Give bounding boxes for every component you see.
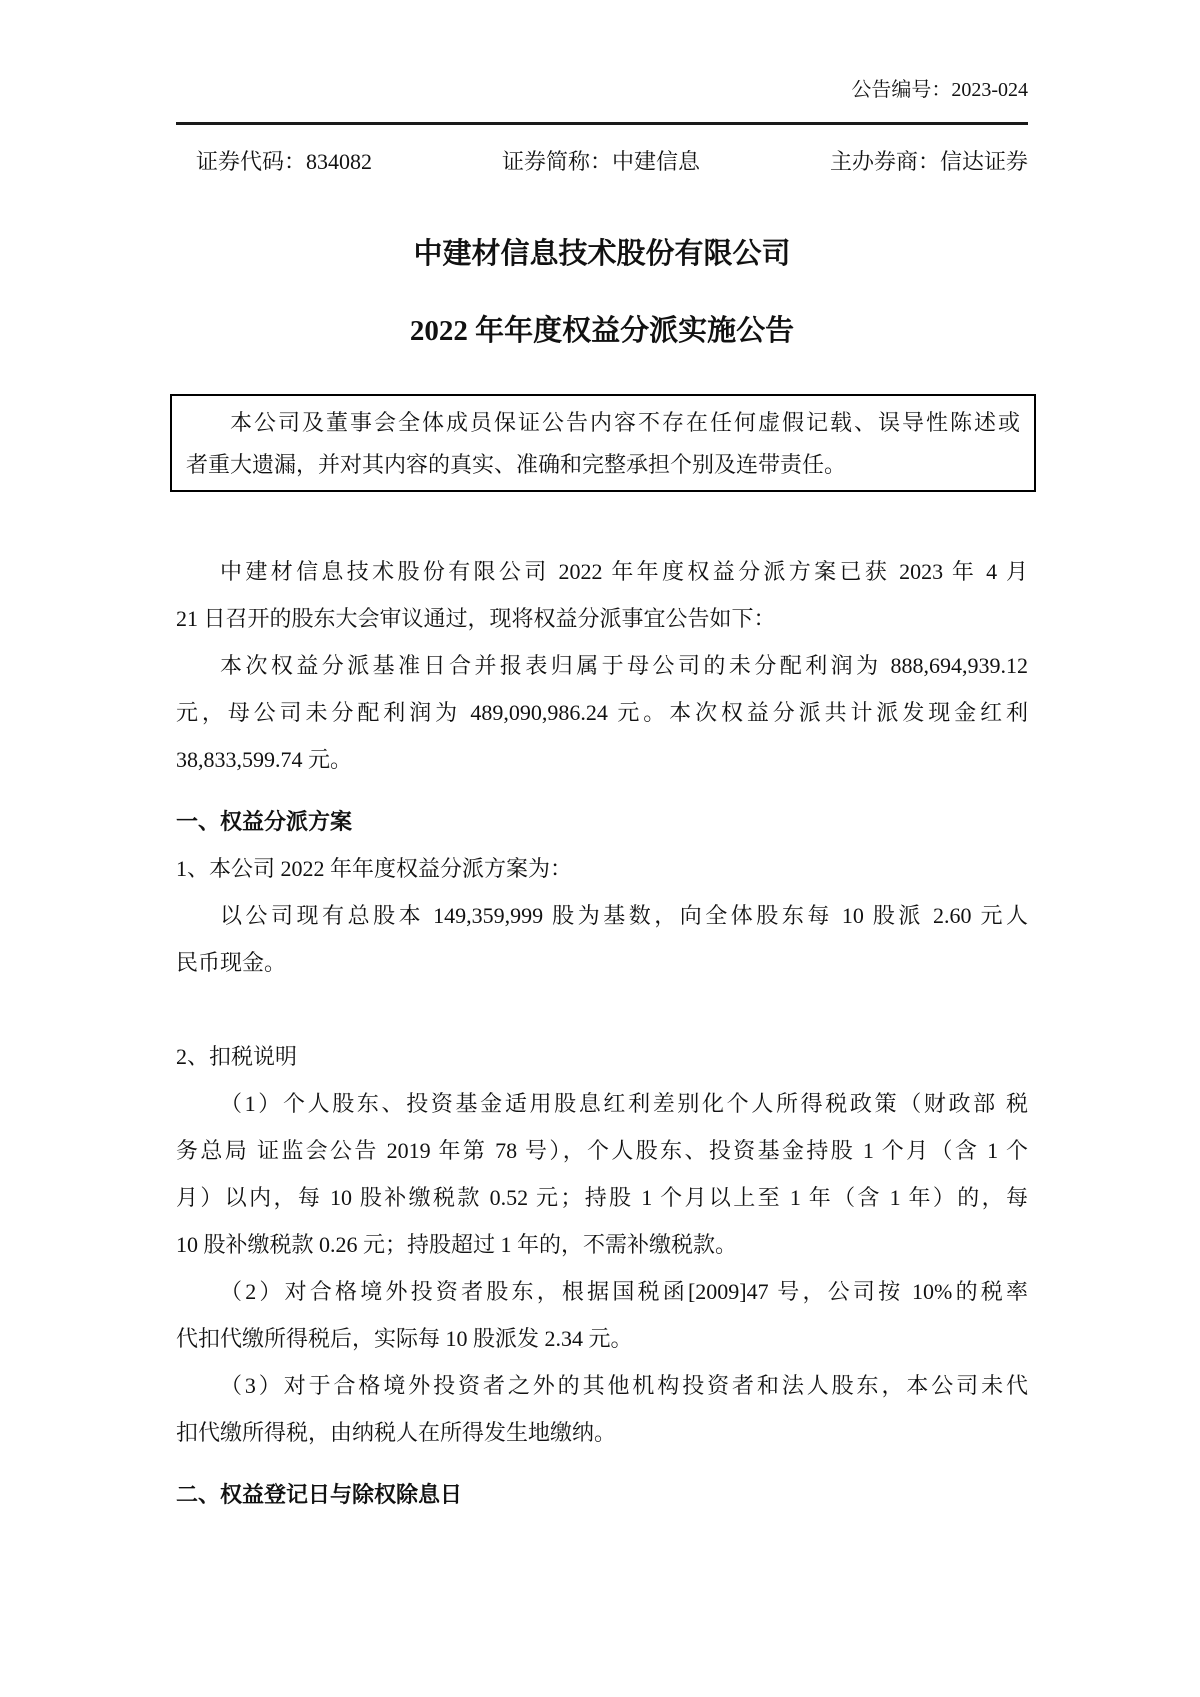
tax1-line-2: 务总局 证监会公告 2019 年第 78 号），个人股东、投资基金持股 1 个月（含 1 个 — [176, 1138, 1028, 1163]
plan-item1-line: 1、本公司 2022 年年度权益分派方案为： — [176, 856, 573, 881]
plan-detail-line-1: 以公司现有总股本 149,359,999 股为基数，向全体股东每 10 股派 2.60 元人 — [220, 903, 1028, 928]
intro-line-2: 21 日召开的股东大会审议通过，现将权益分派事宜公告如下： — [176, 606, 776, 631]
securities-header-row — [176, 149, 1028, 175]
tax-item-line: 2、扣税说明 — [176, 1044, 298, 1069]
stock-code-label: 证券代码：834082 — [196, 149, 373, 174]
announcement-title: 2022 年年度权益分派实施公告 — [409, 315, 795, 347]
tax2-line-1: （2）对合格境外投资者股东，根据国税函[2009]47 号，公司按 10%的税率 — [220, 1279, 1028, 1304]
disclaimer-line-1: 本公司及董事会全体成员保证公告内容不存在任何虚假记载、误导性陈述或 — [230, 410, 1020, 435]
disclaimer-line-2: 者重大遗漏，并对其内容的真实、准确和完整承担个别及连带责任。 — [186, 452, 847, 477]
tax2-line-2: 代扣代缴所得税后，实际每 10 股派发 2.34 元。 — [176, 1326, 633, 1351]
section2-heading: 二、权益登记日与除权除息日 — [176, 1482, 463, 1507]
tax1-line-3: 月）以内，每 10 股补缴税款 0.52 元；持股 1 个月以上至 1 年（含 1 年）的，每 — [176, 1185, 1028, 1210]
tax3-line-1: （3）对于合格境外投资者之外的其他机构投资者和法人股东，本公司未代 — [220, 1373, 1028, 1398]
tax1-line-1: （1）个人股东、投资基金适用股息红利差别化个人所得税政策（财政部 税 — [220, 1091, 1028, 1116]
plan-detail-line-2: 民币现金。 — [176, 950, 287, 975]
company-name-title: 中建材信息技术股份有限公司 — [413, 238, 791, 270]
announcement-body — [176, 548, 1028, 1518]
intro-line-1: 中建材信息技术股份有限公司 2022 年年度权益分派方案已获 2023 年 4 月 — [220, 559, 1028, 584]
profit-line-2: 元，母公司未分配利润为 489,090,986.24 元。本次权益分派共计派发现金红利 — [176, 700, 1028, 725]
tax1-line-4: 10 股补缴税款 0.26 元；持股超过 1 年的，不需补缴税款。 — [176, 1232, 738, 1257]
sponsor-broker-label: 主办券商：信达证券 — [829, 149, 1028, 174]
profit-line-1: 本次权益分派基准日合并报表归属于母公司的未分配利润为 888,694,939.12 — [220, 653, 1028, 678]
profit-line-3: 38,833,599.74 元。 — [176, 747, 353, 772]
section1-heading: 一、权益分派方案 — [176, 809, 353, 834]
announcement-number: 公告编号：2023-024 — [851, 79, 1028, 101]
tax3-line-2: 扣代缴所得税，由纳税人在所得发生地缴纳。 — [176, 1420, 617, 1445]
stock-short-name-label: 证券简称：中建信息 — [501, 149, 700, 174]
header-divider-line — [176, 122, 1028, 125]
board-disclaimer-box — [170, 394, 1036, 492]
